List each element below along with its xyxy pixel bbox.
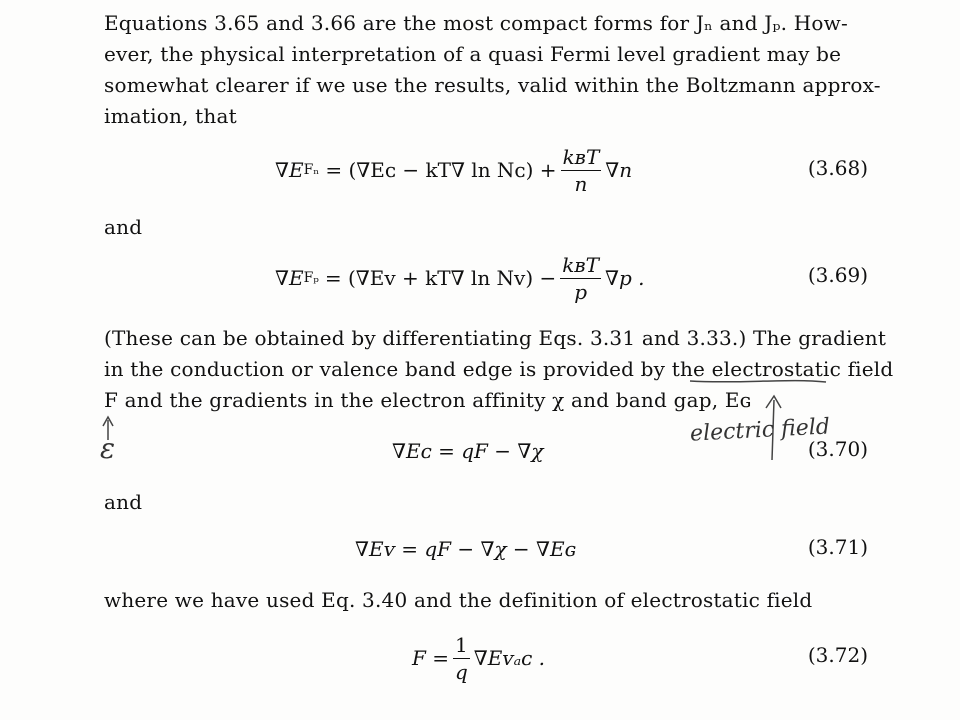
equation-3-70: ∇Eᴄ = qF − ∇χ <box>392 439 544 463</box>
eq369-frac-num: kʙT <box>562 252 599 277</box>
underline-stroke <box>690 381 826 382</box>
eq372-frac-num: 1 <box>455 632 468 657</box>
eq371-number: (3.71) <box>807 535 868 559</box>
middle-line-1: (These can be obtained by differentiating Eqs. 3.31 and 3.33.) The gradient <box>104 326 887 350</box>
eq369-tail: ∇p . <box>605 266 645 290</box>
handwritten-note: electric field <box>689 414 831 447</box>
eq370-number: (3.70) <box>807 437 868 461</box>
intro-line-3: somewhat clearer if we use the results, valid within the Boltzmann approx- <box>104 73 881 97</box>
intro-line-4: imation, that <box>104 104 237 128</box>
eq368-body: = (∇Eᴄ − kT∇ ln Nᴄ) + <box>325 158 557 182</box>
eq369-number: (3.69) <box>807 263 868 287</box>
eq372-number: (3.72) <box>807 643 868 667</box>
eq368-frac-den: n <box>574 171 588 196</box>
eq372-tail: ∇Eᴠₐᴄ . <box>473 646 546 670</box>
eq368-number: (3.68) <box>807 156 868 180</box>
closing-line: where we have used Eq. 3.40 and the definition of electrostatic field <box>104 588 813 612</box>
equation-3-72 <box>412 628 545 688</box>
eq369-frac-den: p <box>574 279 588 304</box>
eq369-lhs: ∇E <box>275 266 304 290</box>
eq372-frac-den: q <box>454 659 468 684</box>
equation-3-71: ∇Eᴠ = qF − ∇χ − ∇Eɢ <box>355 537 577 561</box>
intro-line-2: ever, the physical interpretation of a quasi Fermi level gradient may be <box>104 42 842 66</box>
intro-line-1: Equations 3.65 and 3.66 are the most compact forms for Jₙ and Jₚ. How- <box>104 11 848 35</box>
and-1: and <box>104 215 143 239</box>
middle-line-2: in the conduction or valence band edge is provided by the electrostatic field <box>104 357 894 381</box>
eq369-lhs-sub: Fₚ <box>303 270 319 286</box>
eq372-lhs: F = <box>412 646 449 670</box>
and-2: and <box>104 490 143 514</box>
eq369-body: = (∇Eᴠ + kT∇ ln Nᴠ) − <box>324 266 557 290</box>
middle-line-3: F and the gradients in the electron affinity χ and band gap, Eɢ <box>104 388 752 412</box>
eq368-lhs-sub: Fₙ <box>303 162 320 178</box>
eq368-tail: ∇n <box>605 158 633 182</box>
eq368-lhs: ∇E <box>275 158 304 182</box>
handwritten-epsilon: ε <box>100 432 116 465</box>
eq372-fraction <box>453 632 470 685</box>
eq368-frac-num: kʙT <box>562 144 600 169</box>
